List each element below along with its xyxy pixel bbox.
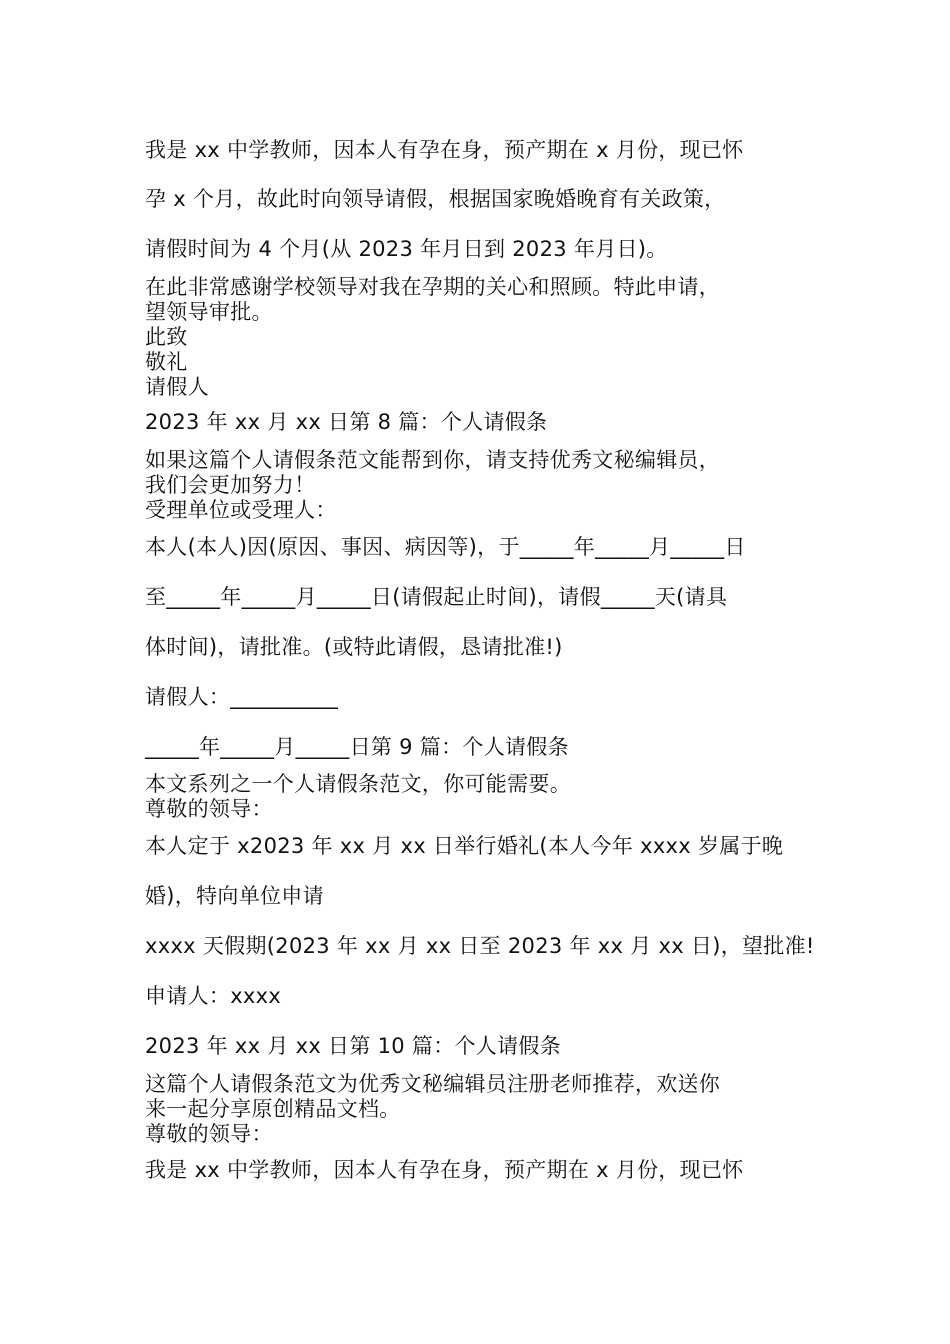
section-heading: 2023 年 xx 月 xx 日第 10 篇：个人请假条 (145, 1034, 562, 1058)
text-line: 体时间)，请批准。(或特此请假，恳请批准!) (145, 635, 563, 659)
text-line: 请假时间为 4 个月(从 2023 年月日到 2023 年月日)。 (145, 237, 668, 261)
text-line: 我们会更加努力！ (145, 473, 316, 497)
text-line: 本人定于 x2023 年 xx 月 xx 日举行婚礼(本人今年 xxxx 岁属于晚 (145, 834, 784, 858)
text-line: 婚)，特向单位申请 (145, 884, 324, 908)
text-line: 如果这篇个人请假条范文能帮到你，请支持优秀文秘编辑员， (145, 448, 721, 472)
text-line: 本文系列之一个人请假条范文，你可能需要。 (145, 772, 571, 796)
section-heading: 2023 年 xx 月 xx 日第 8 篇：个人请假条 (145, 410, 548, 434)
text-line: 申请人：xxxx (145, 984, 282, 1008)
text-line: 我是 xx 中学教师，因本人有孕在身，预产期在 x 月份，现已怀 (145, 1158, 744, 1182)
text-line: 至_____年_____月_____日(请假起止时间)，请假_____天(请具 (145, 585, 728, 609)
text-line: 孕 x 个月，故此时向领导请假，根据国家晚婚晚育有关政策， (145, 187, 726, 211)
text-line: 敬礼 (145, 350, 188, 374)
text-line: 来一起分享原创精品文档。 (145, 1097, 401, 1121)
text-line: 请假人 (145, 375, 209, 399)
text-line: xxxx 天假期(2023 年 xx 月 xx 日至 2023 年 xx 月 xx 日)，望批准! (145, 934, 815, 958)
text-line: 尊敬的领导： (145, 1122, 273, 1146)
text-line: 此致 (145, 325, 188, 349)
text-line: 本人(本人)因(原因、事因、病因等)，于_____年_____月_____日 (145, 535, 746, 559)
text-line: 我是 xx 中学教师，因本人有孕在身，预产期在 x 月份，现已怀 (145, 138, 744, 162)
text-line: 这篇个人请假条范文为优秀文秘编辑员注册老师推荐，欢送你 (145, 1072, 721, 1096)
text-line: 受理单位或受理人： (145, 498, 337, 522)
text-line: 在此非常感谢学校领导对我在孕期的关心和照顾。特此申请， (145, 275, 721, 299)
text-line: 尊敬的领导： (145, 797, 273, 821)
text-line: 望领导审批。 (145, 300, 273, 324)
section-heading: _____年_____月_____日第 9 篇：个人请假条 (145, 735, 569, 759)
text-line: 请假人：__________ (145, 685, 339, 709)
